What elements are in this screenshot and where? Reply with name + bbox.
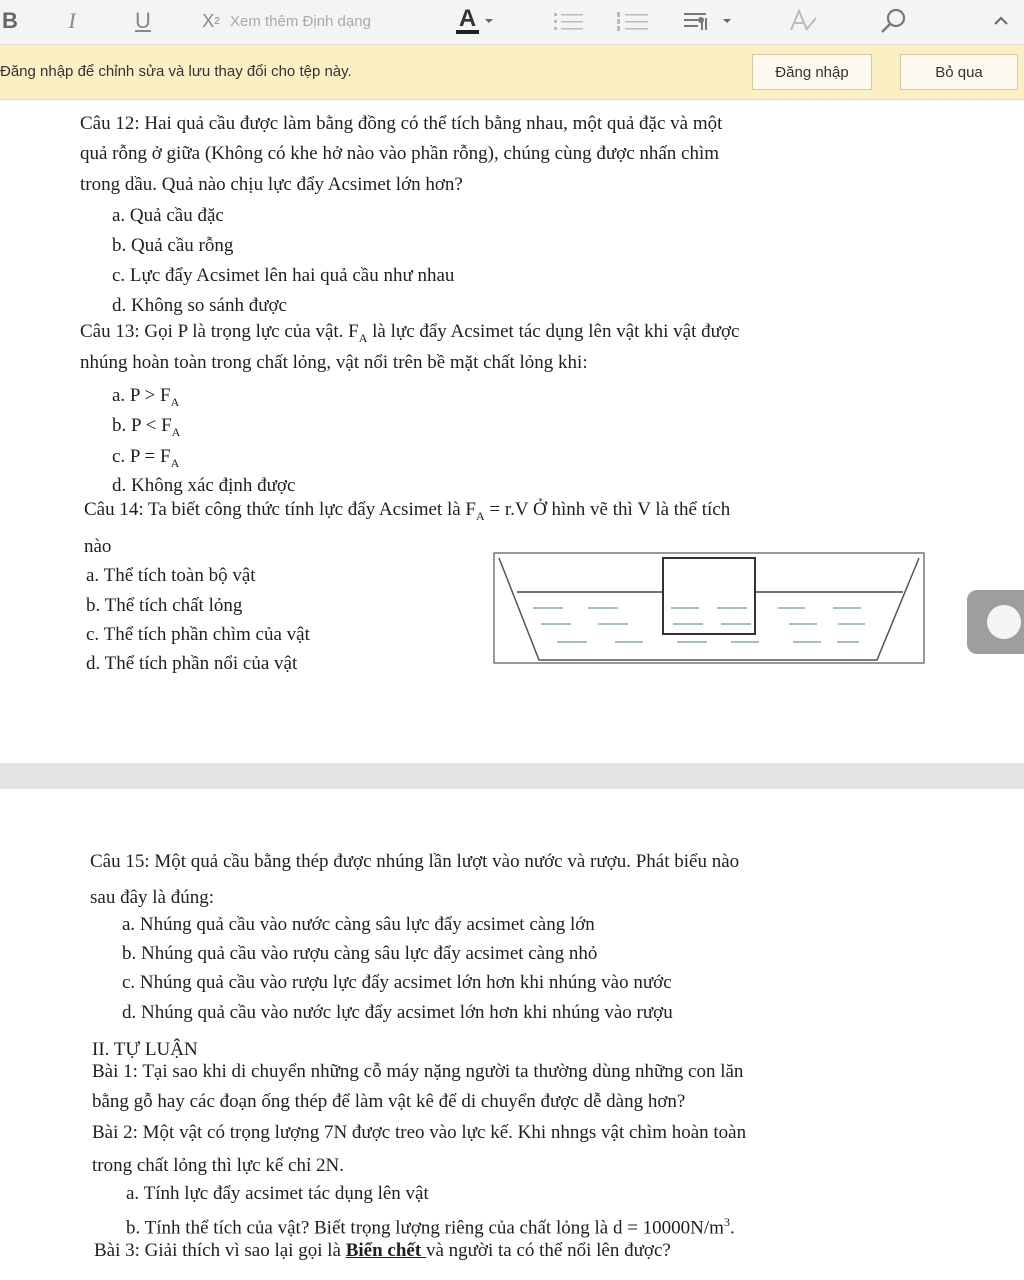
q13-option-b-text: b. P < F: [112, 415, 172, 436]
subscript-mark: 2: [214, 15, 220, 27]
bai2-line2: trong chất lỏng thì lực kế chỉ 2N.: [92, 1155, 344, 1176]
skip-button[interactable]: Bỏ qua: [900, 54, 1018, 90]
bai1-line2: bằng gỗ hay các đoạn ống thép để làm vật kê để di chuyển được dễ dàng hơn?: [92, 1091, 686, 1112]
q13-option-c-text: c. P = F: [112, 446, 171, 467]
q14-line1-rest: = r.V Ở hình vẽ thì V là thể tích: [484, 499, 731, 520]
q14-option-c: c. Thể tích phần chìm của vật: [86, 624, 310, 645]
more-format-label: Xem thêm Định dạng: [230, 12, 371, 30]
q12-option-d: d. Không so sánh được: [112, 295, 287, 316]
bai3-text: Bài 3: Giải thích vì sao lại gọi là: [94, 1240, 346, 1261]
q15-line1: Câu 15: Một quả cầu bằng thép được nhúng lần lượt vào nước và rượu. Phát biểu nào: [90, 851, 740, 872]
bai2-option-b: [126, 1210, 735, 1240]
bai2-option-b-end: .: [729, 1217, 735, 1239]
bai1-line1: Bài 1: Tại sao khi di chuyển những cỗ máy nặng người ta thường dùng những con lăn: [92, 1061, 744, 1082]
q14-line1-text: Câu 14: Ta biết công thức tính lực đẩy Acsimet là F: [84, 499, 476, 520]
q15-option-b: b. Nhúng quả cầu vào rượu càng sâu lực đẩy acsimet càng nhỏ: [122, 943, 598, 964]
q13-line2: nhúng hoàn toàn trong chất lỏng, vật nổi trên bề mặt chất lỏng khi:: [80, 352, 588, 373]
subscript-label: X: [202, 10, 215, 31]
q13-option-d: d. Không xác định được: [112, 475, 296, 496]
bai2-option-b-sup: 3: [723, 1215, 730, 1229]
bai3-line: [94, 1239, 671, 1263]
q15-option-c: c. Nhúng quả cầu vào rượu lực đẩy acsimet lớn hơn khi nhúng vào nước: [122, 972, 672, 993]
bai2-option-a: a. Tính lực đẩy acsimet tác dụng lên vật: [126, 1183, 429, 1204]
q13-line1-sub: A: [358, 330, 368, 345]
q14-option-a: a. Thể tích toàn bộ vật: [86, 565, 256, 586]
login-button[interactable]: Đăng nhập: [752, 54, 872, 90]
q13-line1-text: Câu 13: Gọi P là trọng lực của vật. F: [80, 321, 359, 342]
q12-option-a: a. Quả cầu đặc: [112, 205, 224, 226]
bai2-line1: Bài 2: Một vật có trọng lượng 7N được treo vào lực kế. Khi nhngs vật chìm hoàn toàn: [92, 1122, 747, 1143]
q15-line2: sau đây là đúng:: [90, 887, 215, 908]
underline-label: U: [135, 8, 151, 33]
section-essay-heading: II. TỰ LUẬN: [92, 1039, 198, 1060]
q14-option-b: b. Thể tích chất lỏng: [86, 595, 243, 616]
q15-option-d: d. Nhúng quả cầu vào nước lực đẩy acsimet lớn hơn khi nhúng vào rượu: [122, 1002, 673, 1023]
q15-option-a: a. Nhúng quả cầu vào nước càng sâu lực đẩy acsimet càng lớn: [122, 914, 595, 935]
q13-option-c-sub: A: [170, 455, 180, 470]
bai3-emphasis: Biển chết: [345, 1240, 426, 1261]
q14-line2: nào: [84, 536, 112, 557]
q12-line3: trong dầu. Quả nào chịu lực đẩy Acsimet lớn hơn?: [80, 174, 463, 195]
bold-label: B: [2, 8, 18, 33]
q13-line1-rest: là lực đẩy Acsimet tác dụng lên vật khi vật được: [367, 321, 740, 342]
italic-label: I: [68, 8, 76, 33]
q14-line1-sub: A: [476, 508, 485, 523]
q12-line2: quả rỗng ở giữa (Không có khe hở nào vào phần rỗng), chúng cùng được nhấn chìm: [80, 143, 720, 164]
q12-line1: Câu 12: Hai quả cầu được làm bằng đồng có thể tích bằng nhau, một quả đặc và một: [80, 113, 723, 134]
q13-option-b-sub: A: [171, 424, 181, 439]
font-color-icon: A: [456, 8, 479, 34]
q12-option-b: b. Quả cầu rỗng: [112, 235, 234, 256]
bai3-rest: và người ta có thể nổi lên được?: [425, 1240, 671, 1261]
q14-option-d: d. Thể tích phần nổi của vật: [86, 653, 298, 674]
banner-message: Đăng nhập để chỉnh sửa và lưu thay đổi cho tệp này.: [0, 63, 352, 80]
q13-option-a-text: a. P > F: [112, 385, 171, 406]
q12-option-c: c. Lực đẩy Acsimet lên hai quả cầu như nhau: [112, 265, 455, 286]
q13-option-a-sub: A: [170, 394, 180, 409]
bai2-option-b-text: b. Tính thể tích của vật? Biết trọng lượng riêng của chất lỏng là d = 10000N/m: [126, 1217, 724, 1239]
